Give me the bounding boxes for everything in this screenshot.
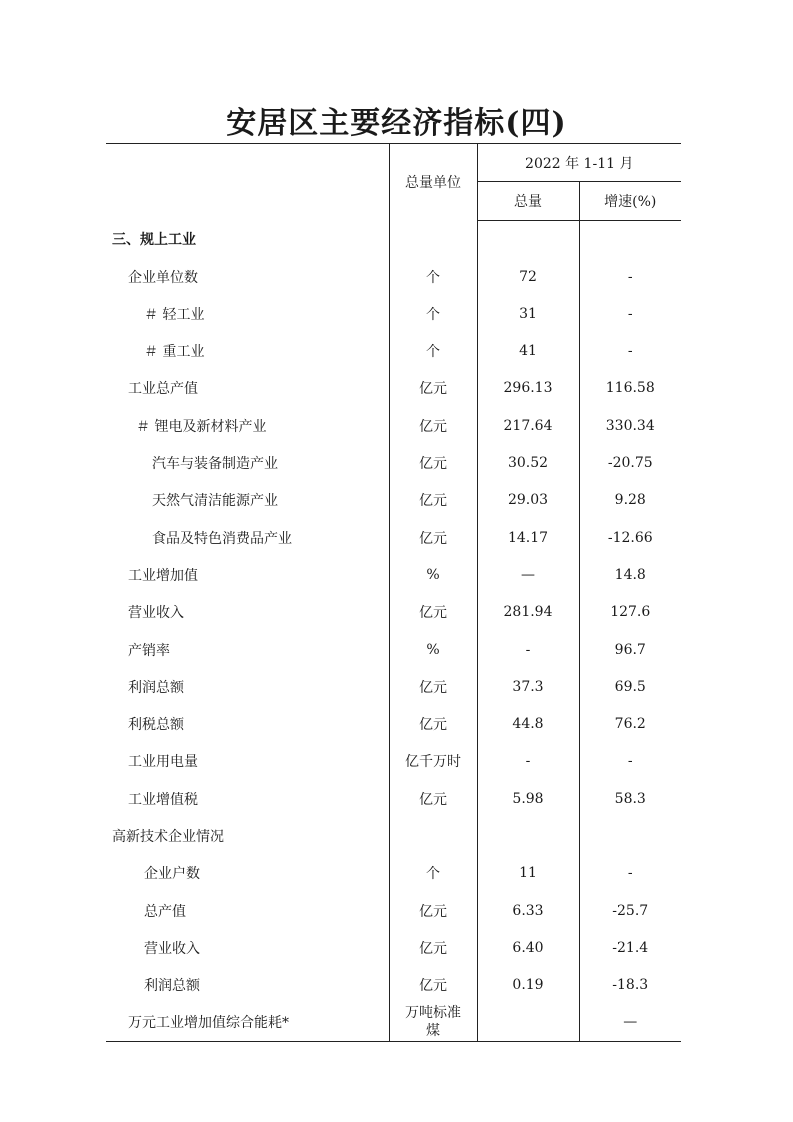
row-total: 6.33 — [477, 892, 579, 929]
row-name: 万元工业增加值综合能耗* — [106, 1004, 389, 1042]
row-unit: 亿元 — [389, 780, 477, 817]
table-row — [106, 967, 681, 1004]
row-total: 14.17 — [477, 519, 579, 556]
row-growth: - — [579, 258, 681, 295]
row-total: 31 — [477, 295, 579, 332]
row-unit: 亿元 — [389, 892, 477, 929]
row-name: 产销率 — [128, 642, 170, 659]
row-unit: 亿元 — [389, 519, 477, 556]
row-total: - — [477, 743, 579, 780]
indicator-table — [106, 143, 681, 1042]
row-name: 利税总额 — [128, 717, 184, 734]
table-row — [106, 705, 681, 742]
row-name: ＃ 重工业 — [144, 344, 205, 361]
table-row — [106, 444, 681, 481]
row-total: 41 — [477, 332, 579, 369]
row-unit: 亿元 — [389, 967, 477, 1004]
row-growth: -25.7 — [579, 892, 681, 929]
row-unit: 个 — [389, 258, 477, 295]
row-name: 高新技术企业情况 — [112, 828, 224, 845]
row-unit: 亿元 — [389, 370, 477, 407]
row-total: 296.13 — [477, 370, 579, 407]
row-unit: 亿元 — [389, 407, 477, 444]
row-name: 工业总产值 — [128, 381, 198, 398]
header-total: 总量 — [477, 182, 579, 220]
row-name: 营业收入 — [128, 605, 184, 622]
row-unit: 亿元 — [389, 929, 477, 966]
row-total: — — [477, 556, 579, 593]
row-name: 汽车与装备制造产业 — [152, 456, 278, 473]
page-title: 安居区主要经济指标(四) — [226, 106, 567, 141]
table-row — [106, 332, 681, 369]
row-unit: 个 — [389, 855, 477, 892]
row-total: 217.64 — [477, 407, 579, 444]
row-growth: - — [579, 743, 681, 780]
row-name: 工业增加值 — [128, 567, 198, 584]
row-unit: 亿元 — [389, 668, 477, 705]
row-growth: 9.28 — [579, 482, 681, 519]
row-growth: 96.7 — [579, 631, 681, 668]
row-growth: — — [579, 1004, 681, 1042]
row-growth: - — [579, 332, 681, 369]
header-blank — [106, 144, 389, 221]
row-name: ＃ 锂电及新材料产业 — [136, 418, 267, 435]
table-row — [106, 743, 681, 780]
row-growth: - — [579, 855, 681, 892]
row-name: 企业单位数 — [128, 269, 198, 286]
table-row — [106, 482, 681, 519]
row-name: 利润总额 — [144, 978, 200, 995]
row-unit: 亿元 — [389, 444, 477, 481]
row-total — [477, 817, 579, 854]
table-row — [106, 855, 681, 892]
table-row — [106, 780, 681, 817]
row-total: 0.19 — [477, 967, 579, 1004]
table-row — [106, 258, 681, 295]
row-growth: - — [579, 295, 681, 332]
row-total: - — [477, 631, 579, 668]
row-growth: 14.8 — [579, 556, 681, 593]
header-unit: 总量单位 — [389, 144, 477, 221]
row-growth: 330.34 — [579, 407, 681, 444]
row-growth: 58.3 — [579, 780, 681, 817]
header-period: 2022 年 1-11 月 — [477, 144, 681, 182]
row-growth: -21.4 — [579, 929, 681, 966]
table-row — [106, 556, 681, 593]
row-name: 工业增值税 — [128, 791, 198, 808]
row-total: 37.3 — [477, 668, 579, 705]
row-total — [477, 1004, 579, 1042]
table-row — [106, 594, 681, 631]
row-growth — [579, 817, 681, 854]
row-growth: -18.3 — [579, 967, 681, 1004]
table-row — [106, 1004, 681, 1042]
table-row — [106, 295, 681, 332]
row-growth: 116.58 — [579, 370, 681, 407]
table-row — [106, 892, 681, 929]
row-unit: % — [389, 631, 477, 668]
row-unit: 亿元 — [389, 705, 477, 742]
table-row — [106, 370, 681, 407]
row-unit: 亿元 — [389, 594, 477, 631]
header-growth: 增速(%) — [579, 182, 681, 220]
row-total: 11 — [477, 855, 579, 892]
row-name: 工业用电量 — [128, 754, 198, 771]
row-growth: -20.75 — [579, 444, 681, 481]
row-total: 72 — [477, 258, 579, 295]
table-row — [106, 631, 681, 668]
table-row — [106, 668, 681, 705]
row-total: 281.94 — [477, 594, 579, 631]
row-total: 30.52 — [477, 444, 579, 481]
section-row — [106, 220, 681, 258]
row-growth: 76.2 — [579, 705, 681, 742]
row-name: 营业收入 — [144, 940, 200, 957]
row-name: 总产值 — [144, 903, 186, 920]
row-total: 29.03 — [477, 482, 579, 519]
header-row — [106, 144, 681, 182]
row-name: 食品及特色消费品产业 — [152, 530, 292, 547]
row-unit: 万吨标准煤 — [389, 1004, 477, 1042]
row-growth: 127.6 — [579, 594, 681, 631]
row-unit — [389, 817, 477, 854]
table-row — [106, 817, 681, 854]
row-unit: 个 — [389, 295, 477, 332]
section-label: 三、规上工业 — [112, 231, 196, 248]
row-growth: -12.66 — [579, 519, 681, 556]
table-row — [106, 929, 681, 966]
table-row — [106, 519, 681, 556]
row-name: ＃ 轻工业 — [144, 306, 205, 323]
row-unit: 亿元 — [389, 482, 477, 519]
row-unit: 亿千万时 — [389, 743, 477, 780]
row-name: 企业户数 — [144, 866, 200, 883]
row-unit: 个 — [389, 332, 477, 369]
row-unit: % — [389, 556, 477, 593]
row-name: 利润总额 — [128, 679, 184, 696]
row-total: 6.40 — [477, 929, 579, 966]
table-row — [106, 407, 681, 444]
row-growth: 69.5 — [579, 668, 681, 705]
row-name: 天然气清洁能源产业 — [152, 493, 278, 510]
row-total: 5.98 — [477, 780, 579, 817]
row-total: 44.8 — [477, 705, 579, 742]
